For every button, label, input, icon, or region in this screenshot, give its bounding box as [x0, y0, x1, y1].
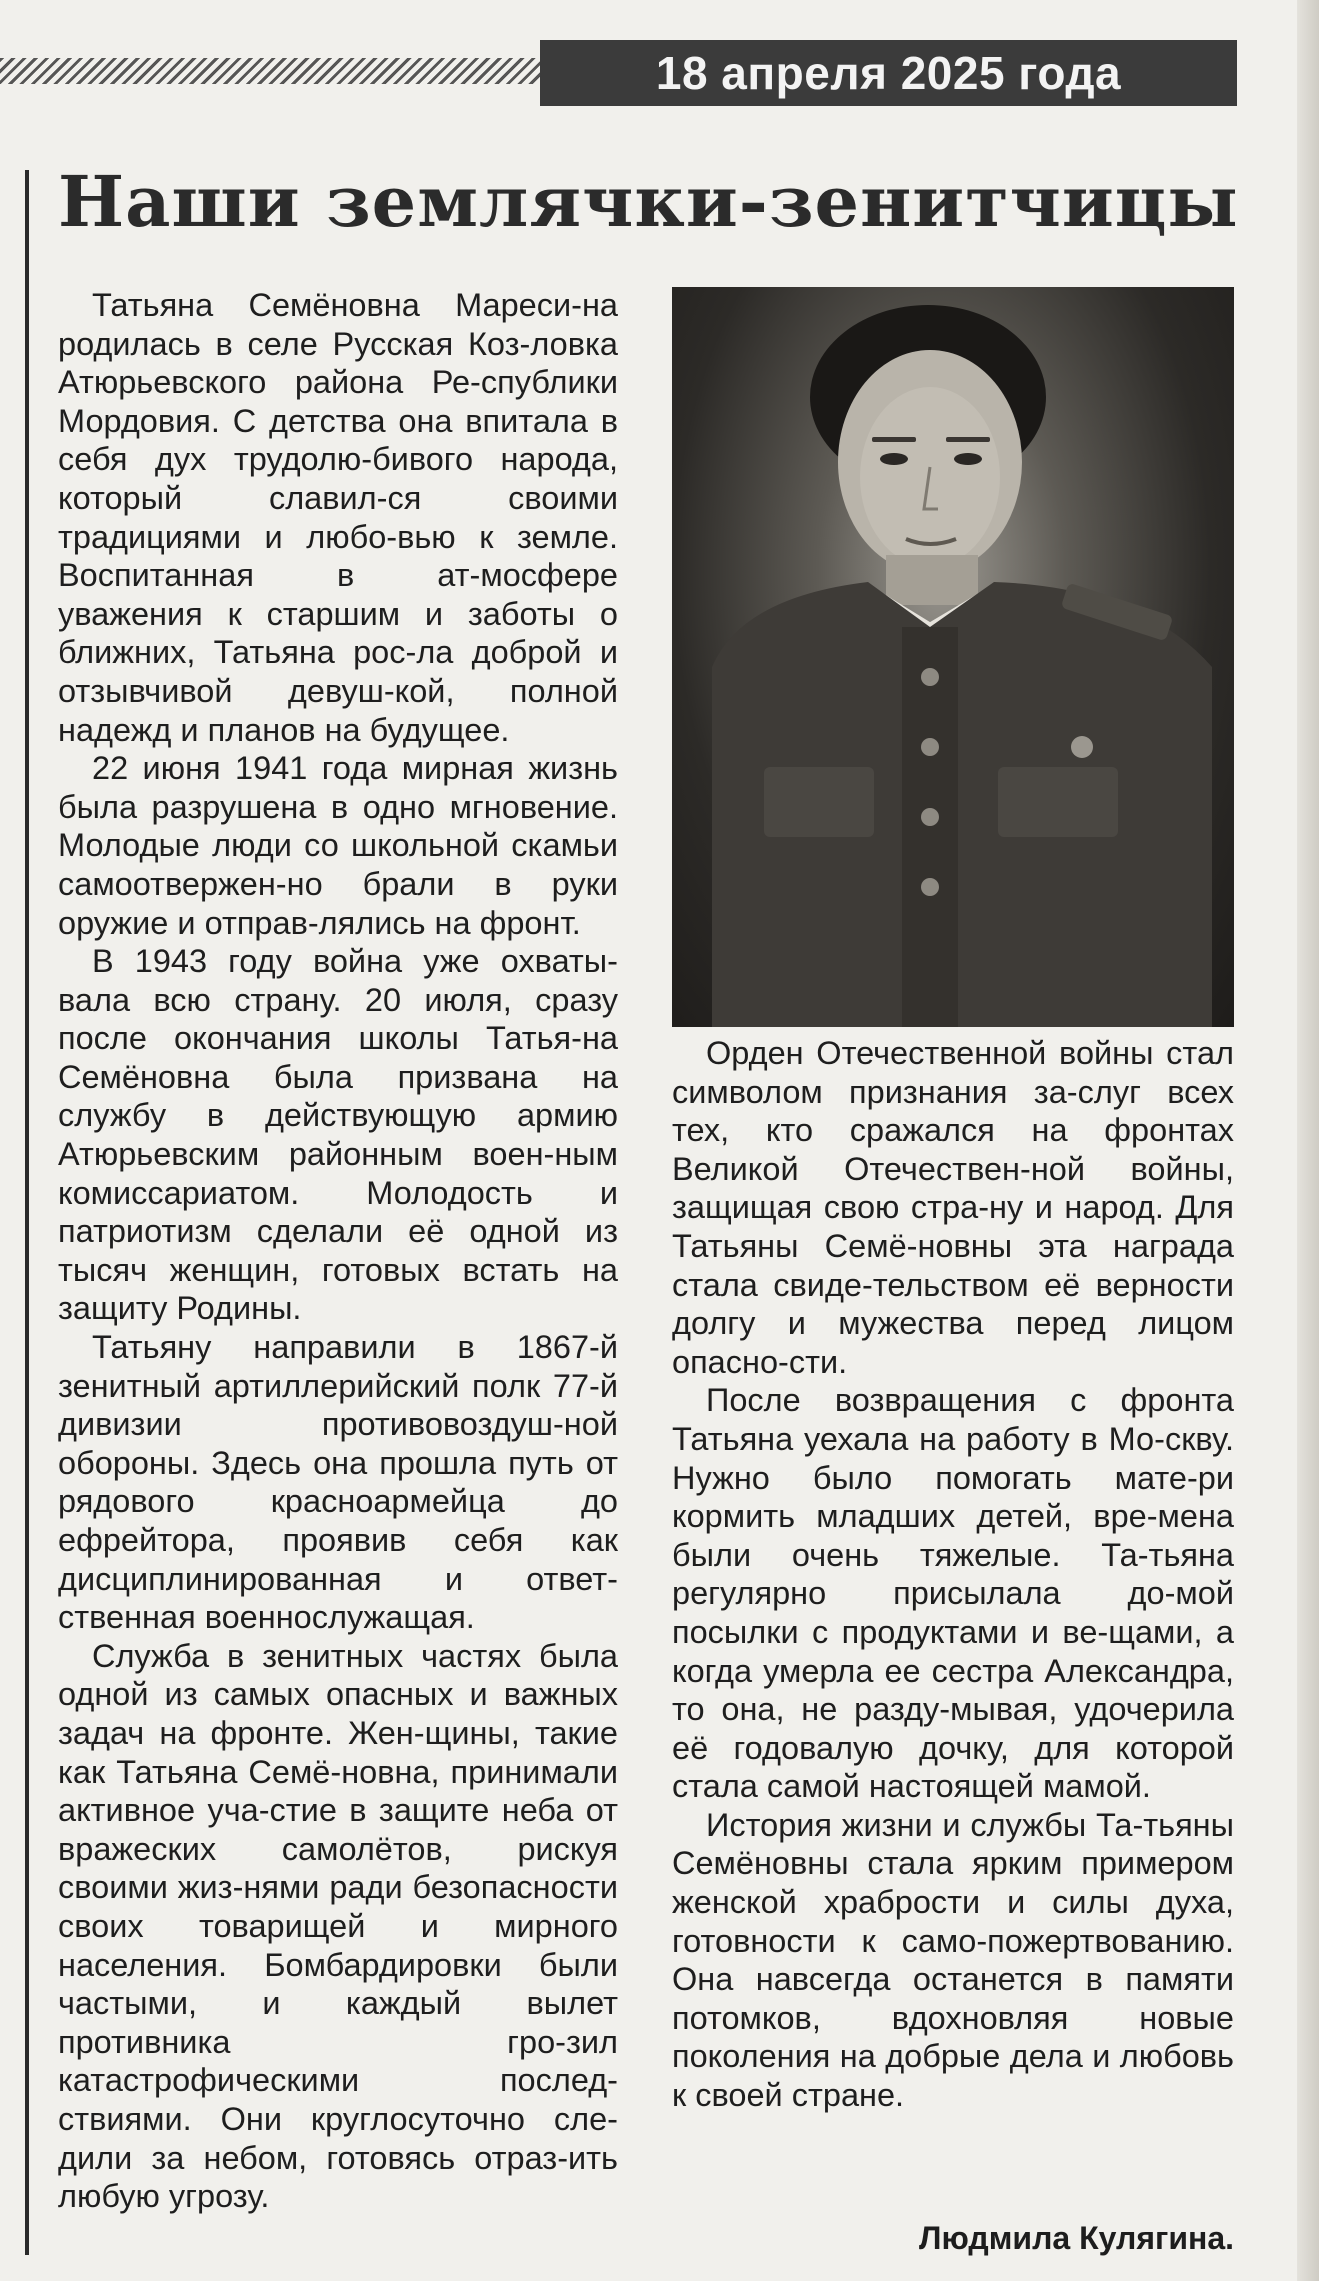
paragraph: Орден Отечественной войны стал символом признания за-слуг всех тех, кто сражался на фронтах Великой Отечествен-ной войны, защищая свою стра-ну и народ. Для Татьяны Семё-новны эта награда стала свиде-тельством её верности долгу и мужества перед лицом опасно-сти.	[672, 1035, 1234, 1380]
paragraph: История жизни и службы Та-тьяны Семёновны стала ярким примером женской храбрости и силы духа, готовности к само-пожертвованию. Она навсегда останется в памяти потомков, вдохновляя новые поколения на добрые дела и любовь к своей стране.	[672, 1806, 1234, 2114]
paragraph: После возвращения с фронта Татьяна уехала на работу в Мо-скву. Нужно было помогать мате-ри кормить младших детей, вре-мена были очень тяжелые. Та-тьяна регулярно присылала до-мой посылки с продуктами и ве-щами, а когда умерла ее сестра Александра, то она, не разду-мывая, удочерила её годовалую дочку, для которой стала самой настоящей мамой.	[672, 1382, 1234, 1805]
paragraph: Татьяну направили в 1867-й зенитный артиллерийский полк 77-й дивизии противовоздуш-ной обороны. Здесь она прошла путь от рядового красноармейца до ефрейтора, проявив себя как дисциплинированная и ответ-ственная военнослужащая.	[58, 1329, 618, 1636]
article-title: Наши землячки-зенитчицы	[58, 160, 1239, 243]
paragraph: Татьяна Семёновна Мареси-на родилась в селе Русская Коз-ловка Атюрьевского района Ре-спублики Мордовия. С детства она впитала в себя дух трудолю-бивого народа, который славил-ся своими традициями и любо-вью к земле. Воспитанная в ат-мосфере уважения к старшим и заботы о ближних, Татьяна рос-ла доброй и отзывчивой девуш-кой, полной надежд и планов на будущее.	[58, 287, 618, 748]
column-rule	[25, 170, 29, 2255]
paragraph: Служба в зенитных частях была одной из самых опасных и важных задач на фронте. Жен-щины, такие как Татьяна Семё-новна, принимали активное уча-стие в защите неба от вражеских самолётов, рискуя своими жиз-нями ради безопасности своих товарищей и мирного населения. Бомбардировки были частыми, и каждый вылет противника гро-зил катастрофическими послед-ствиями. Они круглосуточно сле-дили за небом, готовясь отраз-ить любую угрозу.	[58, 1637, 618, 2215]
paragraph: В 1943 году война уже охваты-вала всю страну. 20 июля, сразу после окончания школы Татья-на Семёновна была призвана на службу в действующую армию Атюрьевским районным воен-ным комиссариатом. Молодость и патриотизм сделали её одной из тысяч женщин, готовых встать на защиту Родины.	[58, 943, 618, 1327]
article-right-column	[672, 1034, 1234, 2115]
header-hatch-decoration	[0, 58, 540, 84]
author-signature: Людмила Кулягина.	[919, 2220, 1234, 2256]
issue-date: 18 апреля 2025 года	[540, 40, 1237, 106]
paragraph: 22 июня 1941 года мирная жизнь была разрушена в одно мгновение. Молодые люди со школьной скамьи самоотвержен-но брали в руки оружие и отправ-лялись на фронт.	[58, 750, 618, 941]
portrait-photo	[672, 287, 1234, 1027]
portrait-illustration	[672, 287, 1234, 1027]
page-edge	[1297, 0, 1319, 2281]
article-left-column	[58, 286, 618, 2216]
